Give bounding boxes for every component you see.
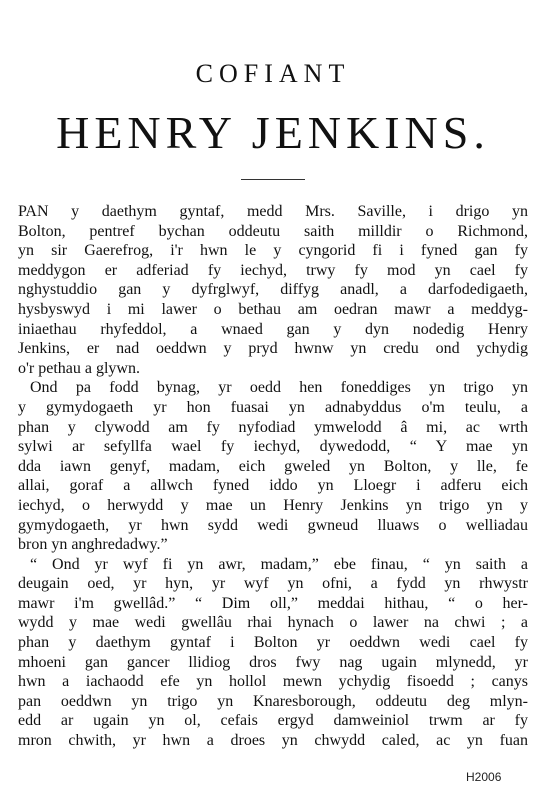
text-line: Ond pa fodd bynag, yr oedd hen foneddiges yn trigo yn [30,379,528,397]
text-line: yn sir Gaerefrog, i'r hwn le y cyngorid fi i fyned gan fy [18,242,528,260]
body-text [18,202,528,751]
text-line: mawr i'm gwellâd.” “ Dim oll,” meddai hithau, “ o her- [18,594,528,612]
text-line: deugain oed, yr hyn, yr wyf yn ofni, a fydd yn rhwystr [18,575,528,593]
text-line: mron chwith, yr hwn a droes yn chwydd caled, ac yn fuan [18,732,528,750]
text-line: y gymydogaeth yr hon fuasai yn adnabyddus o'm teulu, a [18,398,528,416]
text-line: hwn a iachaodd efe yn hollol mewn ychydig fisoedd ; canys [18,673,528,691]
heading-cofiant: COFIANT [195,59,351,88]
text-line: phan y daethym gyntaf i Bolton yr oeddwn wedi cael fy [18,634,528,652]
text-line: wydd y mae wedi gwellâu rhai hynach o lawer na chwi ; a [18,614,528,632]
text-line: gymydogaeth, yr hwn sydd wedi gwneud lluaws o welliadau [18,516,528,534]
text-line: o'r pethau a glywn. [18,359,140,377]
heading-henry-jenkins: HENRY JENKINS. [56,107,490,158]
text-line: Jenkins, er nad oeddwn y pryd hwnw yn credu ond ychydig [18,340,528,358]
text-line: phan y clywodd am fy nyfodiad ymwelodd â mi, ac wrth [18,418,528,436]
text-line: mhoeni gan gancer llidiog dros fwy nag ugain mlynedd, yr [18,653,528,671]
title-divider [241,179,305,180]
text-line: dda iawn genyf, madam, eich gweled yn Bolton, y lle, fe [18,457,528,475]
text-line: PAN y daethym gyntaf, medd Mrs. Saville, i drigo yn [18,203,528,220]
text-line: sylwi ar sefyllfa wael fy iechyd, dywedodd, “ Y mae yn [18,438,528,456]
text-line: meddygon er adferiad fy iechyd, trwy fy mod yn cael fy [18,261,528,279]
text-line: nghystuddio gan y dyfrglwyf, diffyg anadl, a darfodedigaeth, [18,281,528,299]
text-line: iechyd, o herwydd y mae un Henry Jenkins yn trigo yn y [18,496,528,514]
page-code: H2006 [466,770,502,784]
text-line: “ Ond yr wyf fi yn awr, madam,” ebe finau, “ yn saith a [30,555,528,573]
text-line: iniaethau rhyfeddol, a wnaed gan y dyn nodedig Henry [18,320,528,338]
text-line: bron yn anghredadwy.” [18,536,168,554]
text-line: hysbyswyd i mi lawer o bethau am oedran mawr a meddyg- [18,300,528,318]
text-line: edd ar ugain yn ol, cefais ergyd damweiniol trwm ar fy [18,712,528,730]
text-line: pan oeddwn yn trigo yn Knaresborough, oddeutu deg mlyn- [18,692,528,710]
text-line: allai, goraf a allwch fyned iddo yn Lloegr i adferu eich [18,477,528,495]
text-line: Bolton, pentref bychan oddeutu saith milldir o Richmond, [18,222,528,240]
